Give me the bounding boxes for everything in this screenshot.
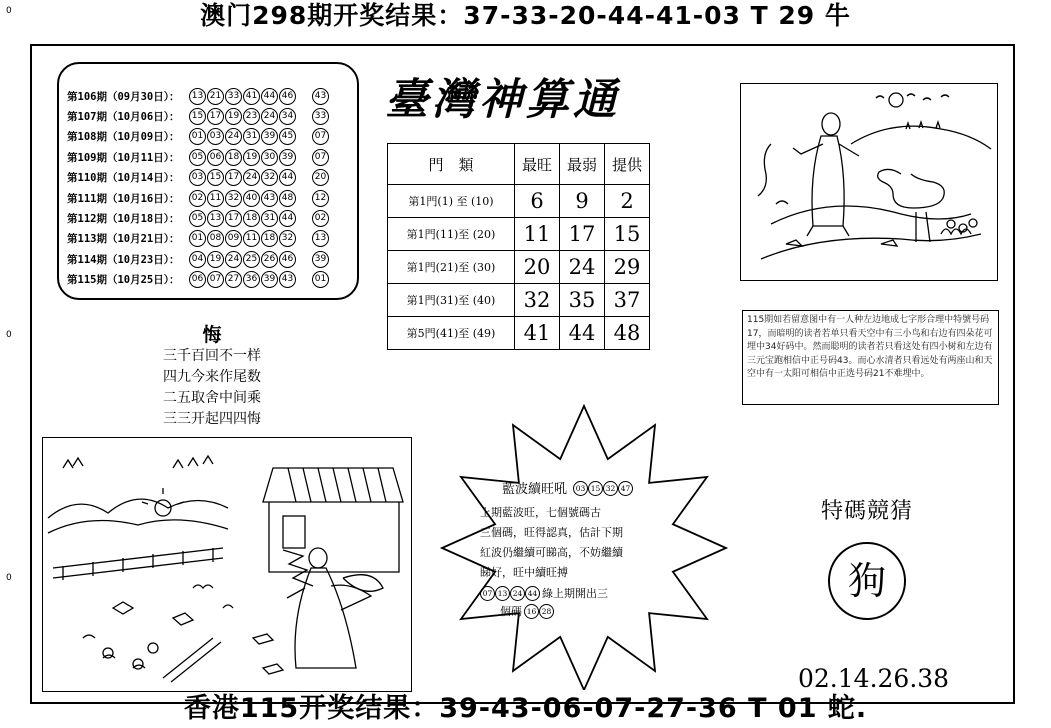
number-ball: 13 xyxy=(495,586,510,601)
number-ball: 32 xyxy=(225,190,242,207)
number-ball: 01 xyxy=(189,128,206,145)
number-ball: 18 xyxy=(261,230,278,247)
hot-value: 6 xyxy=(515,185,560,218)
number-ball: 03 xyxy=(207,128,224,145)
poem-line: 三千百回不一样 xyxy=(163,348,261,364)
door-label: 第1門(31)至 (40) xyxy=(388,284,515,317)
number-ball: 40 xyxy=(243,190,260,207)
number-ball: 17 xyxy=(225,210,242,227)
number-ball: 11 xyxy=(243,230,260,247)
history-balls xyxy=(189,251,296,268)
number-ball: 31 xyxy=(261,210,278,227)
door-label: 第1門(11)至 (20) xyxy=(388,218,515,251)
history-label: 第108期（10月09日）： xyxy=(67,131,180,144)
starburst-text xyxy=(480,478,690,619)
number-ball: 36 xyxy=(243,271,260,288)
history-balls xyxy=(189,190,296,207)
number-ball: 19 xyxy=(207,251,224,268)
number-ball: 43 xyxy=(279,271,296,288)
starburst-line: 紅波仍繼續可睇高，不妨繼續 xyxy=(480,546,623,559)
cold-value: 24 xyxy=(560,251,605,284)
number-ball: 15 xyxy=(588,481,603,496)
zodiac-circle: 狗 xyxy=(828,542,906,620)
bottom-result-banner: 香港115开奖结果：39-43-06-07-27-36 T 01 蛇. xyxy=(183,693,868,724)
special-ball: 13 xyxy=(312,230,329,247)
history-balls xyxy=(189,149,296,166)
number-ball: 32 xyxy=(603,481,618,496)
starburst-line: 睇好，旺中續旺搏 xyxy=(480,566,568,579)
number-ball: 44 xyxy=(279,210,296,227)
cold-value: 35 xyxy=(560,284,605,317)
number-ball: 24 xyxy=(261,108,278,125)
table-header-row xyxy=(388,144,650,185)
number-ball: 43 xyxy=(261,190,278,207)
history-label: 第110期（10月14日）： xyxy=(67,172,180,185)
bottom-balls xyxy=(480,586,540,601)
special-ball: 12 xyxy=(312,190,329,207)
number-ball: 27 xyxy=(225,271,242,288)
history-label: 第115期（10月25日）： xyxy=(67,274,180,287)
table-row xyxy=(388,218,650,251)
history-balls xyxy=(189,88,296,105)
last-balls xyxy=(524,604,554,619)
starburst-last-row xyxy=(500,603,690,619)
history-label: 第113期（10月21日）： xyxy=(67,233,180,246)
number-ball: 33 xyxy=(225,88,242,105)
door-label: 第1門(21)至 (30) xyxy=(388,251,515,284)
number-ball: 11 xyxy=(207,190,224,207)
number-ball: 39 xyxy=(261,128,278,145)
offer-value: 2 xyxy=(605,185,650,218)
poem-title: 悔 xyxy=(202,324,222,346)
poem-line: 三三开起四四悔 xyxy=(163,411,261,427)
number-ball: 21 xyxy=(207,88,224,105)
history-label: 第111期（10月16日）： xyxy=(67,192,180,205)
number-ball: 18 xyxy=(243,210,260,227)
history-row xyxy=(67,147,349,167)
number-ball: 01 xyxy=(189,230,206,247)
history-row xyxy=(67,168,349,188)
poem-line: 二五取舍中间乘 xyxy=(163,390,261,406)
history-row xyxy=(67,208,349,228)
number-ball: 15 xyxy=(189,108,206,125)
cold-value: 44 xyxy=(560,317,605,350)
number-ball: 34 xyxy=(279,108,296,125)
number-ball: 08 xyxy=(207,230,224,247)
number-ball: 48 xyxy=(279,190,296,207)
number-ball: 04 xyxy=(189,251,206,268)
header-cold: 最弱 xyxy=(560,144,605,185)
hot-value: 41 xyxy=(515,317,560,350)
number-ball: 13 xyxy=(207,210,224,227)
number-ball: 15 xyxy=(207,169,224,186)
number-ball: 09 xyxy=(225,230,242,247)
history-label: 第112期（10月18日）： xyxy=(67,213,180,226)
number-ball: 03 xyxy=(573,481,588,496)
header-offer: 提供 xyxy=(605,144,650,185)
history-balls xyxy=(189,230,296,247)
number-ball: 06 xyxy=(189,271,206,288)
history-balls xyxy=(189,108,296,125)
farm-scene-illustration xyxy=(42,437,412,692)
starburst-bottom-note: 綠上期開出三 xyxy=(542,587,608,600)
number-ball: 26 xyxy=(261,251,278,268)
number-ball: 23 xyxy=(243,108,260,125)
number-ball: 16 xyxy=(524,604,539,619)
door-label: 第1門(1) 至 (10) xyxy=(388,185,515,218)
history-row xyxy=(67,127,349,147)
number-ball: 25 xyxy=(243,251,260,268)
number-ball: 46 xyxy=(279,88,296,105)
number-ball: 17 xyxy=(225,169,242,186)
number-ball: 13 xyxy=(189,88,206,105)
history-balls xyxy=(189,169,296,186)
history-row xyxy=(67,106,349,126)
history-row xyxy=(67,249,349,269)
margin-mark: 0 xyxy=(6,573,12,583)
history-label: 第107期（10月06日）： xyxy=(67,111,180,124)
number-ball: 24 xyxy=(225,251,242,268)
recommended-numbers: 02.14.26.38 xyxy=(798,664,950,693)
starburst-body xyxy=(480,503,690,583)
history-label: 第114期（10月23日）： xyxy=(67,253,180,266)
header-hot: 最旺 xyxy=(515,144,560,185)
table-row xyxy=(388,317,650,350)
special-ball: 33 xyxy=(312,108,329,125)
number-ball: 03 xyxy=(189,169,206,186)
number-ball: 31 xyxy=(243,128,260,145)
farm-scene-drawing xyxy=(43,438,410,690)
number-ball: 19 xyxy=(225,108,242,125)
number-ball: 24 xyxy=(243,169,260,186)
number-ball: 32 xyxy=(279,230,296,247)
number-ball: 07 xyxy=(480,586,495,601)
history-label: 第106期（09月30日）： xyxy=(67,90,180,103)
special-ball: 01 xyxy=(312,271,329,288)
table-row xyxy=(388,284,650,317)
poem-block xyxy=(148,325,276,430)
number-ball: 05 xyxy=(189,149,206,166)
number-ball: 19 xyxy=(243,149,260,166)
starburst-last-label: 個碼 xyxy=(500,605,522,618)
cold-value: 17 xyxy=(560,218,605,251)
special-ball: 43 xyxy=(312,88,329,105)
door-label: 第5門(41)至 (49) xyxy=(388,317,515,350)
number-ball: 06 xyxy=(207,149,224,166)
number-ball: 18 xyxy=(225,149,242,166)
margin-mark: 0 xyxy=(6,6,12,16)
offer-value: 48 xyxy=(605,317,650,350)
history-balls xyxy=(189,210,296,227)
offer-value: 29 xyxy=(605,251,650,284)
special-ball: 07 xyxy=(312,128,329,145)
number-ball: 05 xyxy=(189,210,206,227)
number-ball: 30 xyxy=(261,149,278,166)
history-balls xyxy=(189,128,296,145)
number-ball: 47 xyxy=(618,481,633,496)
number-ball: 44 xyxy=(279,169,296,186)
offer-value: 15 xyxy=(605,218,650,251)
history-row xyxy=(67,270,349,290)
margin-mark: 0 xyxy=(6,330,12,340)
number-ball: 44 xyxy=(525,586,540,601)
number-ball: 24 xyxy=(225,128,242,145)
hot-value: 32 xyxy=(515,284,560,317)
cold-value: 9 xyxy=(560,185,605,218)
number-ball: 46 xyxy=(279,251,296,268)
number-ball: 07 xyxy=(207,271,224,288)
starburst-bottom-row xyxy=(480,585,690,601)
number-ball: 45 xyxy=(279,128,296,145)
number-ball: 02 xyxy=(189,190,206,207)
starburst-line: 上期藍波旺，七個號碼古 xyxy=(480,506,601,519)
number-ball: 39 xyxy=(261,271,278,288)
header-category: 門 類 xyxy=(388,144,515,185)
number-ball: 28 xyxy=(539,604,554,619)
starburst-heading-row xyxy=(502,478,690,497)
special-ball: 07 xyxy=(312,149,329,166)
history-row xyxy=(67,86,349,106)
number-ball: 39 xyxy=(279,149,296,166)
table-row xyxy=(388,185,650,218)
number-ball: 41 xyxy=(243,88,260,105)
top-result-banner: 澳门298期开奖结果：37-33-20-44-41-03 T 29 牛 xyxy=(200,1,851,30)
crane-lady-illustration xyxy=(740,83,998,281)
heading-balls xyxy=(573,480,633,496)
page-title: 臺灣神算通 xyxy=(385,75,620,125)
number-ball: 24 xyxy=(510,586,525,601)
door-stats-table xyxy=(387,143,650,350)
history-balls xyxy=(189,271,296,288)
starburst-heading: 藍波續旺吼 xyxy=(502,482,568,497)
history-row xyxy=(67,229,349,249)
starburst-line: 三個碼，旺得認真，估計下期 xyxy=(480,526,623,539)
special-ball: 02 xyxy=(312,210,329,227)
history-row xyxy=(67,188,349,208)
draw-history-panel xyxy=(57,62,359,300)
crane-lady-drawing xyxy=(741,84,996,279)
special-guess-label: 特碼競猜 xyxy=(821,499,914,524)
history-label: 第109期（10月11日）： xyxy=(67,151,180,164)
poem-line: 四九今来作尾数 xyxy=(163,369,261,385)
number-ball: 17 xyxy=(207,108,224,125)
special-ball: 39 xyxy=(312,251,329,268)
offer-value: 37 xyxy=(605,284,650,317)
hot-value: 20 xyxy=(515,251,560,284)
special-ball: 20 xyxy=(312,169,329,186)
number-ball: 44 xyxy=(261,88,278,105)
number-ball: 32 xyxy=(261,169,278,186)
table-row xyxy=(388,251,650,284)
riddle-text-box: 115期如若留意图中有一人种左边地成七字形合理中特號号码17，而暗明的读者若单只看天空中有三小鸟和右边有四朵花可埋中34好码中。然而聪明的读者若只看这处有四小树和左边有三元宝跑相信中正号码43。而心水清者只看远处有两座山和天空中有一太阳可相信中正选号码21不难埋中。 xyxy=(742,310,999,405)
hot-value: 11 xyxy=(515,218,560,251)
